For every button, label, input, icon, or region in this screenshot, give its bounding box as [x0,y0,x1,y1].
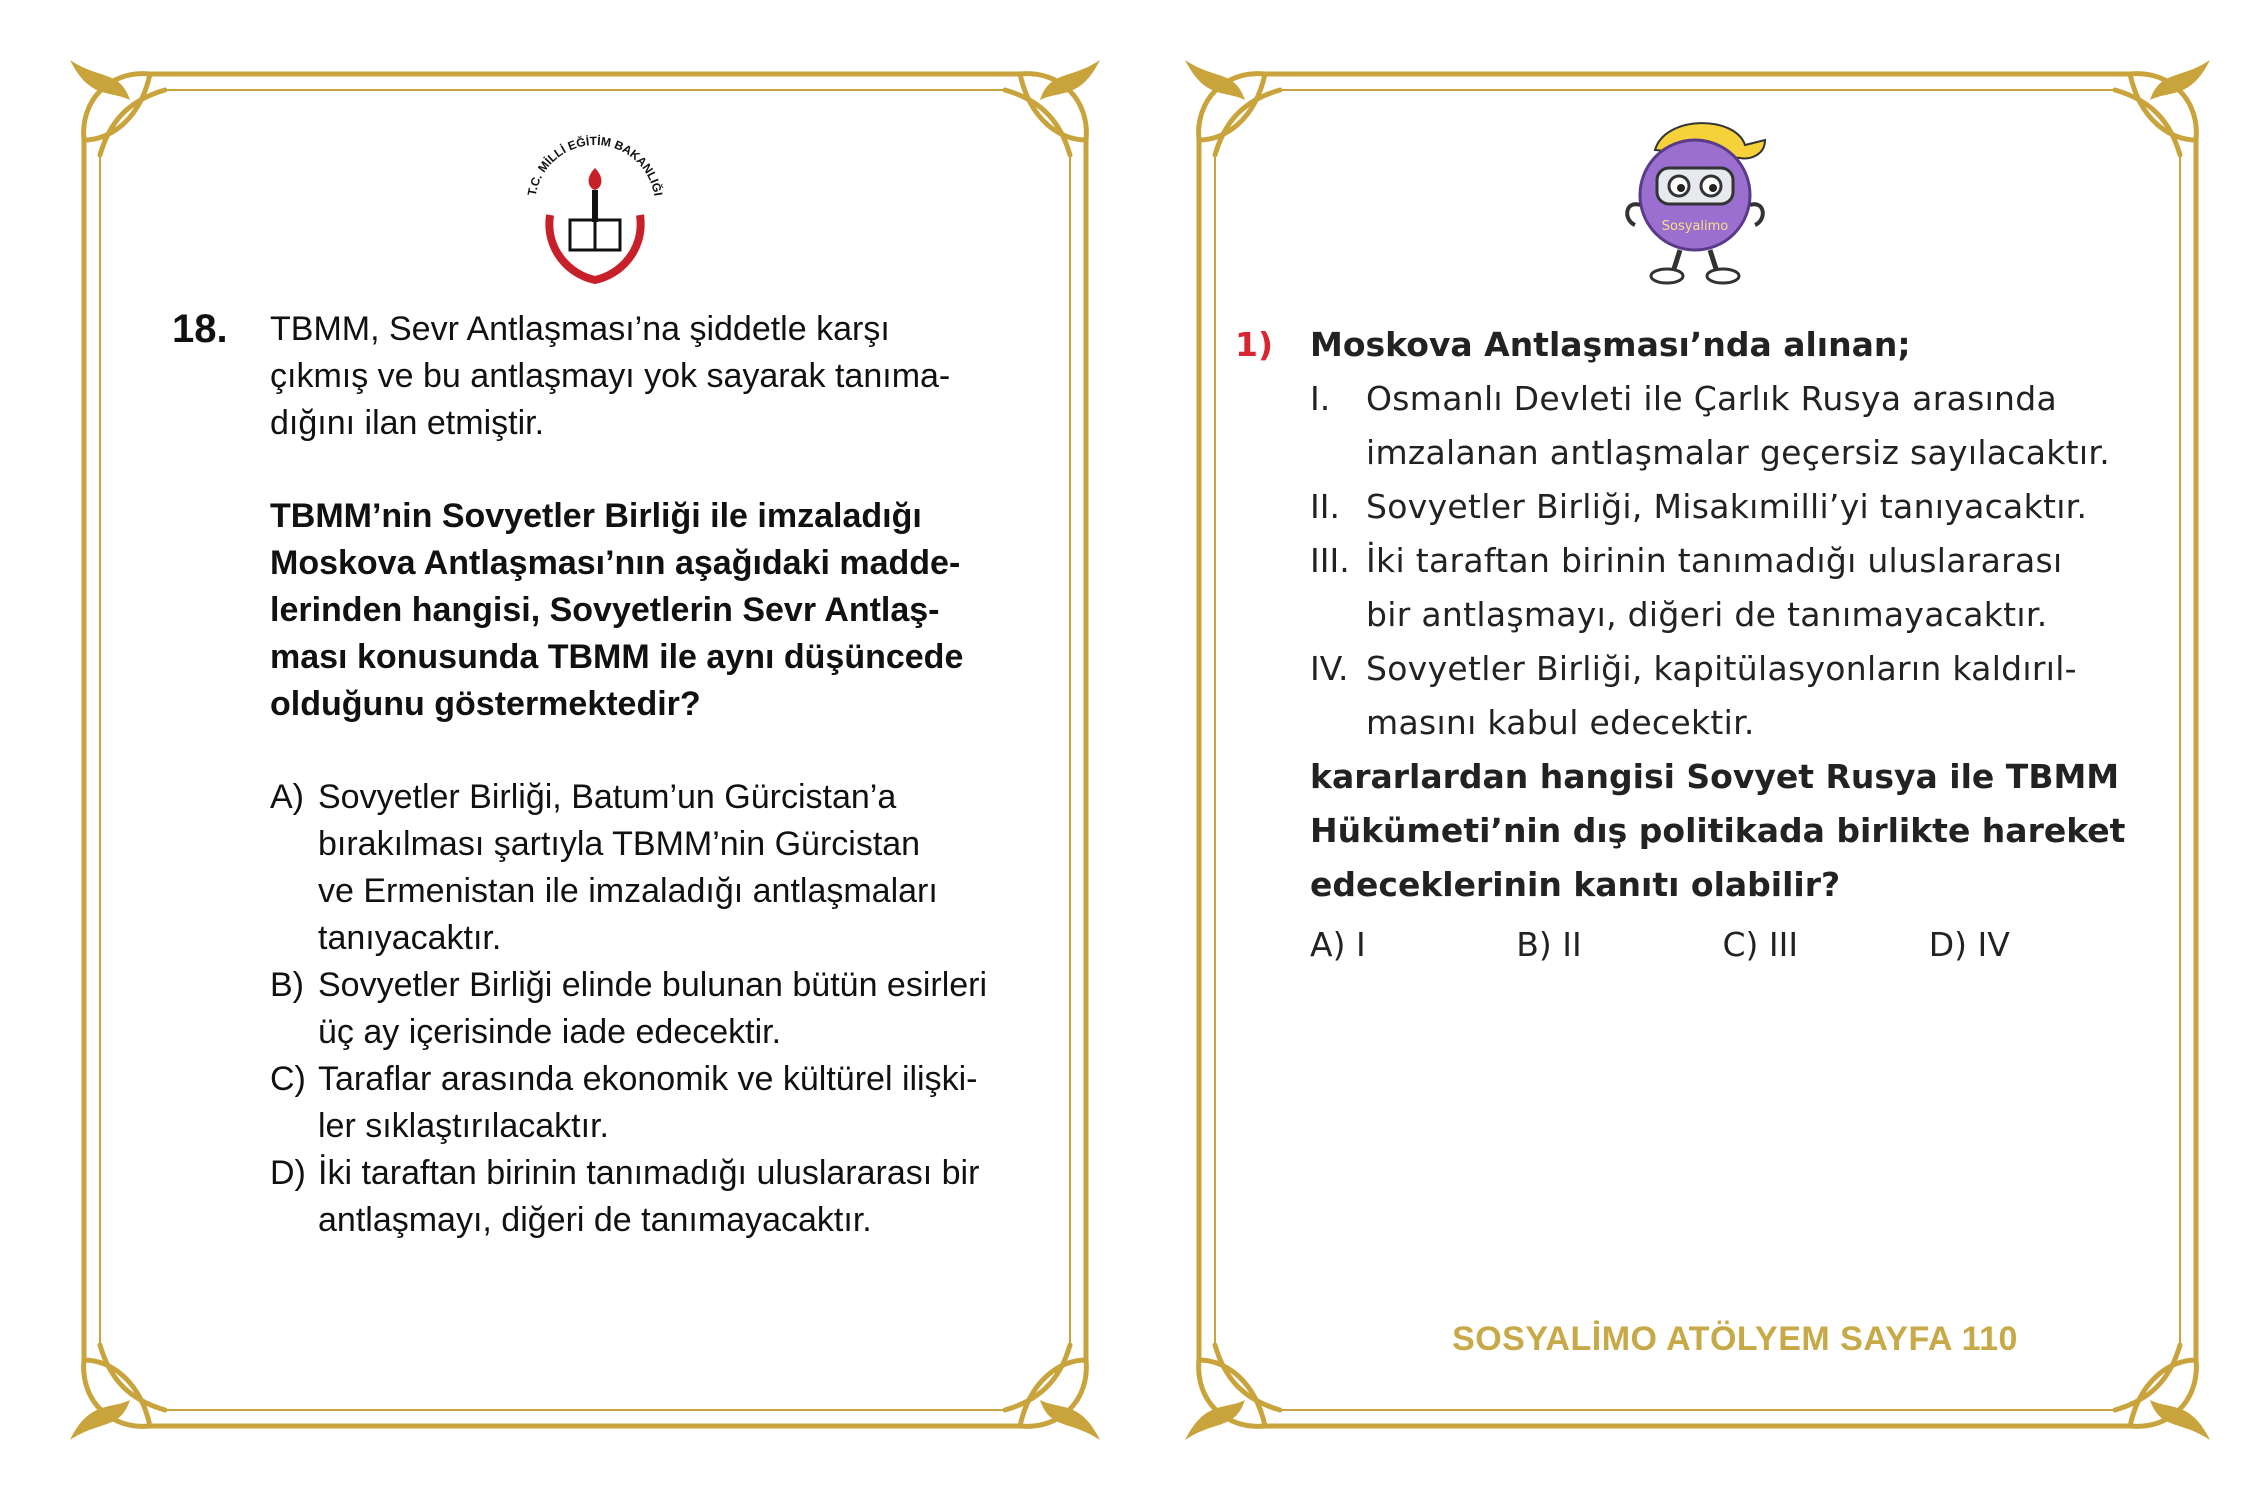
question-prompt [1310,750,2135,912]
question-stem [270,306,1020,447]
option-b[interactable]: B) II [1516,925,1582,964]
question-18 [172,306,1020,1244]
mascot-label: Sosyalimo [1661,219,1729,234]
prompt-line: Hükümeti’nin dış politikada birlikte hareket [1310,811,2126,850]
question-number: 18. [172,307,228,351]
sosyalimo-mascot [1615,110,1775,290]
prompt-line: Moskova Antlaşması’nın aşağıdaki madde- [270,544,961,582]
answer-options [1310,918,2135,972]
prompt-line: kararlardan hangisi Sovyet Rusya ile TBMM [1310,757,2120,796]
option-text: ve Ermenistan ile imzaladığı antlaşmaları [318,872,938,910]
question-1 [1235,318,2135,972]
option-a[interactable]: A) I [1310,925,1366,964]
roman-numeral: IV. [1310,649,1349,688]
option-letter: B) [270,966,304,1004]
statement-text: Sovyetler Birliği, kapitülasyonların kaldırıl- [1366,649,2077,688]
option-a[interactable] [270,774,1020,962]
meb-logo-text: T.C. MİLLİ EĞİTİM BAKANLIĞI [524,133,666,197]
statement-item [1310,372,2135,480]
stem-line: çıkmış ve bu antlaşmayı yok sayarak tanıma- [270,357,951,395]
statement-text: bir antlaşmayı, diğeri de tanımayacaktır. [1366,595,2048,634]
option-text: tanıyacaktır. [318,919,502,957]
prompt-line: ması konusunda TBMM ile aynı düşüncede [270,638,964,676]
stem-line: TBMM, Sevr Antlaşması’na şiddetle karşı [270,310,890,348]
prompt-line: edeceklerinin kanıtı olabilir? [1310,865,1841,904]
option-c[interactable] [270,1056,1020,1150]
option-text: üç ay içerisinde iade edecektir. [318,1013,782,1051]
roman-numeral: III. [1310,541,1350,580]
option-d[interactable] [270,1150,1020,1244]
roman-numeral: I. [1310,379,1331,418]
question-number: 1) [1235,325,1274,364]
option-b[interactable] [270,962,1020,1056]
option-c[interactable]: C) III [1722,925,1799,964]
statement-item [1310,642,2135,750]
option-text: Sovyetler Birliği elinde bulunan bütün esirleri [318,966,988,1004]
page-footer: SOSYALİMO ATÖLYEM SAYFA 110 [1452,1320,2018,1358]
left-question-card [70,60,1100,1440]
statement-text: İki taraftan birinin tanımadığı uluslararası [1366,541,2063,580]
meb-logo [510,120,680,290]
statement-text: masını kabul edecektir. [1366,703,1755,742]
answer-options [270,774,1020,1244]
roman-numeral: II. [1310,487,1340,526]
right-question-card [1185,60,2210,1440]
option-text: Taraflar arasında ekonomik ve kültürel ilişki- [318,1060,978,1098]
statement-text: Sovyetler Birliği, Misakımilli’yi tanıyacaktır. [1366,487,2088,526]
option-text: antlaşmayı, diğeri de tanımayacaktır. [318,1201,872,1239]
option-d[interactable]: D) IV [1928,925,2010,964]
stem-line: dığını ilan etmiştir. [270,404,545,442]
statement-item [1310,480,2135,534]
statement-list [1310,372,2135,750]
prompt-line: lerinden hangisi, Sovyetlerin Sevr Antlaş- [270,591,940,629]
statement-text: imzalanan antlaşmalar geçersiz sayılacaktır. [1366,433,2111,472]
statement-text: Osmanlı Devleti ile Çarlık Rusya arasında [1366,379,2058,418]
option-letter: D) [270,1154,306,1192]
prompt-line: olduğunu göstermektedir? [270,685,701,723]
option-text: bırakılması şartıyla TBMM’nin Gürcistan [318,825,921,863]
statement-item [1310,534,2135,642]
prompt-line: TBMM’nin Sovyetler Birliği ile imzaladığı [270,497,922,535]
option-text: Sovyetler Birliği, Batum’un Gürcistan’a [318,778,897,816]
option-text: ler sıklaştırılacaktır. [318,1107,609,1145]
question-intro: Moskova Antlaşması’nda alınan; [1310,325,1911,364]
option-letter: C) [270,1060,306,1098]
option-letter: A) [270,778,304,816]
option-text: İki taraftan birinin tanımadığı uluslararası bir [318,1154,980,1192]
question-prompt [270,493,1020,728]
